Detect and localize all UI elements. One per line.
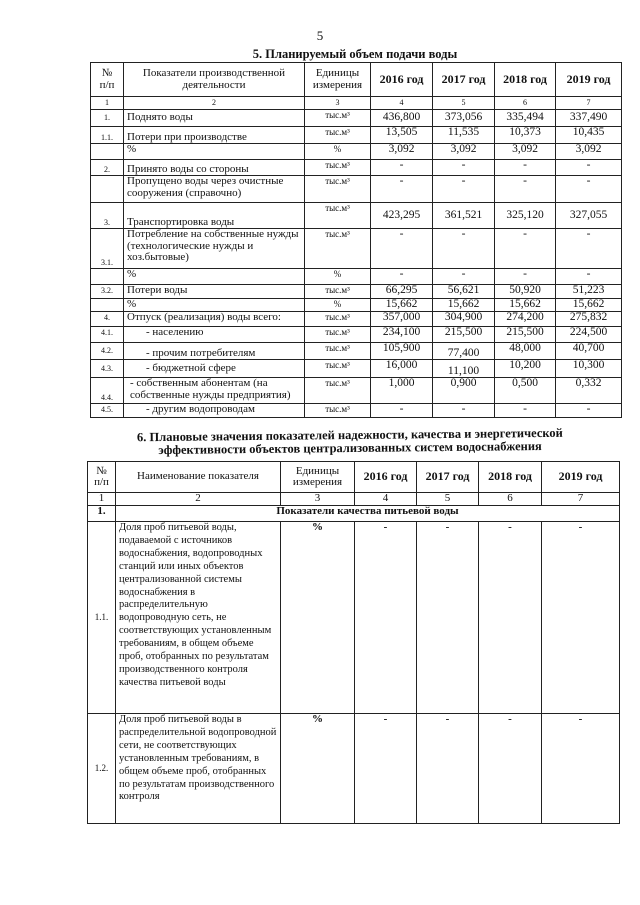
row-value-2017: - (433, 229, 495, 269)
table-row (91, 312, 622, 327)
row-value-2017: - (433, 404, 495, 418)
row-unit: тыс.м³ (305, 160, 371, 176)
row-unit: тыс.м³ (305, 110, 371, 127)
row-name: Отпуск (реализация) воды всего: (124, 312, 305, 327)
row-name: Поднято воды (124, 110, 305, 127)
row-name: - собственным абонентам (на собственные нужды предприятия) (124, 378, 305, 404)
row-value-2016: - (371, 160, 433, 176)
row-value-2016: - (355, 522, 417, 714)
row-value-2016: - (371, 269, 433, 285)
colnum: 3 (305, 97, 371, 110)
header-indicator: Показатели производственной деятельности (124, 63, 305, 97)
table-row (91, 127, 622, 144)
colnum: 6 (479, 493, 542, 506)
row-value-2018: 3,092 (495, 144, 556, 160)
reliability-quality-table (87, 461, 620, 824)
row-value-2018: - (495, 404, 556, 418)
row-value-2019: 0,332 (556, 378, 622, 404)
row-num (91, 144, 124, 160)
colnum: 2 (116, 493, 281, 506)
row-value-2016: - (371, 404, 433, 418)
row-value-2019: - (556, 229, 622, 269)
row-num: 1. (91, 110, 124, 127)
row-value-2018: 215,500 (495, 327, 556, 343)
colnum: 2 (124, 97, 305, 110)
row-num (91, 269, 124, 285)
header-2016: 2016 год (371, 63, 433, 97)
row-name: % (124, 299, 305, 312)
row-value-2018: 48,000 (495, 343, 556, 360)
row-value-2018: 10,373 (495, 127, 556, 144)
row-value-2016: 66,295 (371, 285, 433, 299)
row-unit: тыс.м³ (305, 343, 371, 360)
table6-title (80, 426, 620, 458)
table-row (91, 203, 622, 229)
row-name: - населению (124, 327, 305, 343)
table5-title: 5. Планируемый объем подачи воды (252, 47, 458, 61)
table-row (91, 299, 622, 312)
row-value-2018: 325,120 (495, 203, 556, 229)
colnum: 5 (433, 97, 495, 110)
section-title: Показатели качества питьевой воды (116, 506, 620, 522)
row-name: Транспортировка воды (124, 203, 305, 229)
row-num: 4.1. (91, 327, 124, 343)
header-indicator: Наименование показателя (116, 462, 281, 493)
row-num: 4.2. (91, 343, 124, 360)
header-2019: 2019 год (556, 63, 622, 97)
row-value-2018: 50,920 (495, 285, 556, 299)
table6-title-line2: эффективности объектов централизованных систем водоснабжения (158, 438, 542, 458)
row-value-2016: - (355, 714, 417, 824)
row-value-2018: - (495, 269, 556, 285)
row-value-2019: 10,435 (556, 127, 622, 144)
header-2018: 2018 год (495, 63, 556, 97)
table-row (91, 269, 622, 285)
row-value-2019: - (542, 522, 620, 714)
row-value-2019: 327,055 (556, 203, 622, 229)
row-num: 4.3. (91, 360, 124, 378)
water-supply-table (90, 62, 622, 418)
row-value-2018: - (495, 229, 556, 269)
row-value-2017: - (433, 269, 495, 285)
row-value-2016: 16,000 (371, 360, 433, 378)
row-value-2019: 40,700 (556, 343, 622, 360)
table-row (88, 714, 620, 824)
row-value-2017: 15,662 (433, 299, 495, 312)
header-num: № п/п (91, 63, 124, 97)
row-unit: тыс.м³ (305, 360, 371, 378)
row-num: 3. (91, 203, 124, 229)
row-value-2016: 15,662 (371, 299, 433, 312)
row-value-2017: - (417, 522, 479, 714)
table-row (91, 360, 622, 378)
row-value-2017: 77,400 (433, 343, 495, 360)
row-name: % (124, 144, 305, 160)
row-value-2017: - (433, 176, 495, 203)
row-value-2019: 15,662 (556, 299, 622, 312)
row-name: Доля проб питьевой воды, подаваемой с источников водоснабжения, водопроводных станций или иных объектов централизованной системы водоснабжения в распределительную водопроводную сеть, не соответствующих установленным требованиям, в общем объеме проб, отобранных по результатам производственного контроля качества питьевой воды (116, 522, 281, 714)
row-value-2016: 1,000 (371, 378, 433, 404)
colnum: 1 (88, 493, 116, 506)
header-2019: 2019 год (542, 462, 620, 493)
row-value-2018: - (495, 176, 556, 203)
row-value-2018: - (479, 714, 542, 824)
header-2017: 2017 год (417, 462, 479, 493)
table-row (91, 144, 622, 160)
table-row (91, 110, 622, 127)
header-2016: 2016 год (355, 462, 417, 493)
row-value-2016: 3,092 (371, 144, 433, 160)
row-num: 1.2. (88, 714, 116, 824)
row-value-2017: 0,900 (433, 378, 495, 404)
row-value-2017: 11,535 (433, 127, 495, 144)
row-unit: тыс.м³ (305, 229, 371, 269)
row-value-2018: - (495, 160, 556, 176)
header-2018: 2018 год (479, 462, 542, 493)
header-num: № п/п (88, 462, 116, 493)
colnum: 7 (542, 493, 620, 506)
header-2017: 2017 год (433, 63, 495, 97)
table5-header-row (91, 63, 622, 97)
row-value-2016: 13,505 (371, 127, 433, 144)
row-name: - прочим потребителям (124, 343, 305, 360)
row-num: 4.4. (91, 378, 124, 404)
table-row (91, 176, 622, 203)
row-value-2016: 423,295 (371, 203, 433, 229)
row-value-2017: 215,500 (433, 327, 495, 343)
table-row (91, 327, 622, 343)
row-unit: % (305, 144, 371, 160)
row-num (91, 176, 124, 203)
header-unit: Единицы измерения (281, 462, 355, 493)
row-unit: тыс.м³ (305, 378, 371, 404)
row-value-2019: 224,500 (556, 327, 622, 343)
table6-header-row (88, 462, 620, 493)
row-value-2017: 3,092 (433, 144, 495, 160)
row-name: Доля проб питьевой воды в распределительной водопроводной сети, не соответствующих установленным требованиям, в общем объеме проб, отобранных по результатам производственного контроля (116, 714, 281, 824)
row-value-2019: - (556, 404, 622, 418)
row-num: 4. (91, 312, 124, 327)
row-unit: тыс.м³ (305, 327, 371, 343)
table-row (91, 229, 622, 269)
row-value-2019: - (556, 269, 622, 285)
table-row (91, 285, 622, 299)
table-row (88, 522, 620, 714)
row-name: - другим водопроводам (124, 404, 305, 418)
colnum: 5 (417, 493, 479, 506)
row-num: 1.1. (88, 522, 116, 714)
row-value-2018: 10,200 (495, 360, 556, 378)
row-unit: тыс.м³ (305, 176, 371, 203)
row-value-2017: 304,900 (433, 312, 495, 327)
row-num: 3.2. (91, 285, 124, 299)
row-value-2018: 335,494 (495, 110, 556, 127)
row-value-2017: - (417, 714, 479, 824)
colnum: 4 (371, 97, 433, 110)
header-unit: Единицы измерения (305, 63, 371, 97)
row-value-2018: 15,662 (495, 299, 556, 312)
row-name: Потери при производстве (124, 127, 305, 144)
row-num: 3.1. (91, 229, 124, 269)
row-num: 2. (91, 160, 124, 176)
row-value-2019: - (556, 176, 622, 203)
colnum: 1 (91, 97, 124, 110)
section-row (88, 506, 620, 522)
row-value-2016: 436,800 (371, 110, 433, 127)
table-row (91, 404, 622, 418)
row-unit: тыс.м³ (305, 404, 371, 418)
row-num: 1.1. (91, 127, 124, 144)
row-value-2016: 357,000 (371, 312, 433, 327)
row-value-2019: 337,490 (556, 110, 622, 127)
table-row (91, 343, 622, 360)
row-value-2016: - (371, 176, 433, 203)
table5-colnum-row (91, 97, 622, 110)
row-name: % (124, 269, 305, 285)
row-value-2016: - (371, 229, 433, 269)
table6-title-line1: 6. Плановые значения показателей надежности, качества и энергетической (136, 425, 563, 445)
row-unit: % (305, 299, 371, 312)
row-value-2019: 3,092 (556, 144, 622, 160)
row-name: Потребление на собственные нужды (технологические нужды и хоз.бытовые) (124, 229, 305, 269)
row-unit: тыс.м³ (305, 312, 371, 327)
row-num (91, 299, 124, 312)
row-unit: % (305, 269, 371, 285)
row-value-2019: 51,223 (556, 285, 622, 299)
row-unit: тыс.м³ (305, 285, 371, 299)
row-value-2019: - (542, 714, 620, 824)
row-unit: % (281, 714, 355, 824)
row-value-2017: 361,521 (433, 203, 495, 229)
row-value-2018: 274,200 (495, 312, 556, 327)
row-name: Принято воды со стороны (124, 160, 305, 176)
row-num: 4.5. (91, 404, 124, 418)
row-unit: тыс.м³ (305, 203, 371, 229)
colnum: 6 (495, 97, 556, 110)
row-name: Пропущено воды через очистные сооружения (справочно) (124, 176, 305, 203)
table6-colnum-row (88, 493, 620, 506)
row-unit: % (281, 522, 355, 714)
colnum: 4 (355, 493, 417, 506)
row-value-2018: - (479, 522, 542, 714)
row-value-2019: - (556, 160, 622, 176)
colnum: 3 (281, 493, 355, 506)
row-value-2017: 373,056 (433, 110, 495, 127)
row-value-2017: - (433, 160, 495, 176)
row-name: Потери воды (124, 285, 305, 299)
row-value-2016: 105,900 (371, 343, 433, 360)
page-number: 5 (316, 28, 324, 43)
row-value-2019: 10,300 (556, 360, 622, 378)
row-value-2017: 56,621 (433, 285, 495, 299)
row-value-2017: 11,100 (433, 360, 495, 378)
colnum: 7 (556, 97, 622, 110)
section-num: 1. (88, 506, 116, 522)
row-value-2016: 234,100 (371, 327, 433, 343)
row-unit: тыс.м³ (305, 127, 371, 144)
row-name: - бюджетной сфере (124, 360, 305, 378)
table-row (91, 160, 622, 176)
row-value-2018: 0,500 (495, 378, 556, 404)
row-value-2019: 275,832 (556, 312, 622, 327)
table-row (91, 378, 622, 404)
